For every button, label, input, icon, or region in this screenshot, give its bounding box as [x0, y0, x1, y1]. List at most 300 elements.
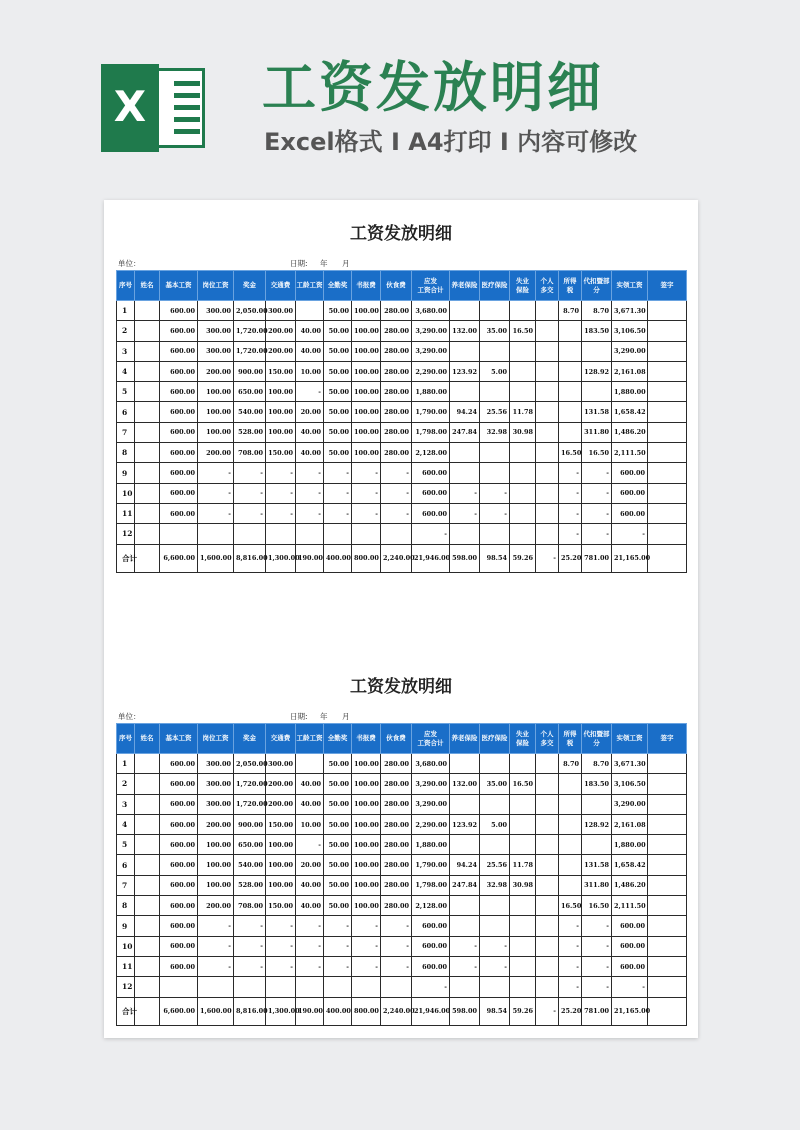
table-cell [559, 341, 582, 361]
salary-table [116, 270, 687, 573]
table-cell: 900.00 [234, 361, 266, 381]
table-cell: 32.98 [480, 875, 510, 895]
table-cell: 131.58 [582, 402, 612, 422]
table-cell: 16.50 [559, 896, 582, 916]
table-cell: 7 [117, 875, 135, 895]
table-cell: 600.00 [160, 835, 198, 855]
table-cell [135, 774, 160, 794]
table-cell: 300.00 [198, 794, 234, 814]
logo-letter: X [113, 82, 147, 131]
table-cell [648, 524, 687, 544]
table-cell: - [582, 503, 612, 523]
table-cell [135, 916, 160, 936]
unit-label: 单位： [118, 712, 141, 721]
table-cell: 280.00 [381, 443, 412, 463]
table-cell [450, 835, 480, 855]
table-cell: 128.92 [582, 361, 612, 381]
table-cell: - [381, 503, 412, 523]
column-header [582, 271, 612, 301]
table-cell [324, 524, 352, 544]
table-cell: 100.00 [198, 875, 234, 895]
table-cell: 40.00 [296, 443, 324, 463]
column-header [352, 724, 381, 754]
table-cell: 183.50 [582, 321, 612, 341]
table-cell [296, 524, 324, 544]
table-cell: - [234, 956, 266, 976]
column-header-label: 书报费 [356, 281, 376, 289]
column-header [198, 271, 234, 301]
total-cell: 400.00 [324, 997, 352, 1025]
column-header [510, 271, 536, 301]
table-cell [559, 361, 582, 381]
table-cell [450, 916, 480, 936]
table-cell: - [352, 483, 381, 503]
table-cell [198, 977, 234, 997]
date-label: 日期: [290, 259, 308, 268]
table-cell: - [234, 936, 266, 956]
table-cell: 123.92 [450, 361, 480, 381]
table-cell: 1,658.42 [612, 402, 648, 422]
table-cell: 100.00 [266, 855, 296, 875]
column-header [510, 724, 536, 754]
table-cell: 3,106.50 [612, 774, 648, 794]
table-cell [536, 794, 559, 814]
table-cell: 8.70 [559, 754, 582, 774]
table-cell: 100.00 [266, 422, 296, 442]
table-cell: 3,680.00 [412, 754, 450, 774]
table-cell: 600.00 [160, 301, 198, 321]
table-cell: 280.00 [381, 301, 412, 321]
table-cell: 100.00 [352, 774, 381, 794]
table-cell: 100.00 [352, 855, 381, 875]
table-cell: 1,798.00 [412, 422, 450, 442]
table-cell: 600.00 [160, 402, 198, 422]
column-header-label: 全勤奖 [327, 281, 348, 289]
table-cell: 280.00 [381, 855, 412, 875]
table-cell: - [266, 956, 296, 976]
table-cell [135, 422, 160, 442]
column-header [296, 724, 324, 754]
table-cell: 3,106.50 [612, 321, 648, 341]
table-row [117, 814, 687, 834]
table-cell: - [324, 483, 352, 503]
column-header-label: 实领工资 [616, 734, 643, 742]
table-cell: 600.00 [160, 794, 198, 814]
column-header [559, 724, 582, 754]
table-cell [536, 382, 559, 402]
total-cell: 2,240.00 [381, 544, 412, 572]
column-header [412, 724, 450, 754]
table-cell: 100.00 [352, 814, 381, 834]
table-cell: 30.98 [510, 422, 536, 442]
table-cell: - [559, 483, 582, 503]
table-cell: 8.70 [559, 301, 582, 321]
column-header-label: 多交 [540, 285, 554, 294]
table-cell: 3,290.00 [412, 774, 450, 794]
table-cell: 16.50 [582, 443, 612, 463]
excel-logo-icon [101, 64, 205, 152]
table-cell [234, 524, 266, 544]
table-cell: 100.00 [198, 855, 234, 875]
table-cell: - [450, 483, 480, 503]
table-cell: - [352, 956, 381, 976]
table-cell [648, 754, 687, 774]
table-cell: 50.00 [324, 361, 352, 381]
table-cell [381, 977, 412, 997]
table-cell: 32.98 [480, 422, 510, 442]
column-header-label: 伙食费 [386, 734, 406, 742]
table-cell: 50.00 [324, 301, 352, 321]
table-cell: - [324, 936, 352, 956]
table-cell [536, 956, 559, 976]
table-cell: 2,111.50 [612, 896, 648, 916]
table-cell: 2,161.08 [612, 814, 648, 834]
table-cell: - [582, 977, 612, 997]
column-header [612, 271, 648, 301]
table-cell: 16.50 [510, 321, 536, 341]
table-cell [450, 977, 480, 997]
column-header-label: 实领工资 [616, 281, 643, 289]
sheet-meta-row [116, 258, 686, 270]
table-cell: 200.00 [266, 321, 296, 341]
table-cell: 1 [117, 301, 135, 321]
table-cell: 200.00 [266, 794, 296, 814]
table-cell: 1,720.00 [234, 794, 266, 814]
table-cell [135, 483, 160, 503]
column-header-label: 多交 [540, 738, 554, 747]
table-cell: - [559, 936, 582, 956]
table-cell: 300.00 [266, 754, 296, 774]
table-cell: 3 [117, 794, 135, 814]
table-cell: 1,880.00 [412, 382, 450, 402]
total-cell: 598.00 [450, 544, 480, 572]
table-cell: 12 [117, 977, 135, 997]
table-cell: 100.00 [352, 301, 381, 321]
table-cell [648, 463, 687, 483]
table-cell: - [296, 382, 324, 402]
year-label: 年 [320, 712, 328, 721]
table-cell: 1,658.42 [612, 855, 648, 875]
total-cell: 2,240.00 [381, 997, 412, 1025]
column-header-label: 姓名 [140, 734, 154, 742]
table-cell: - [324, 503, 352, 523]
table-cell: 600.00 [160, 443, 198, 463]
table-cell: - [582, 524, 612, 544]
table-cell: - [381, 483, 412, 503]
total-cell: 21,946.00 [412, 997, 450, 1025]
column-header [352, 271, 381, 301]
table-cell: 528.00 [234, 875, 266, 895]
table-cell [352, 977, 381, 997]
table-cell: 300.00 [198, 321, 234, 341]
table-cell: 600.00 [612, 483, 648, 503]
table-cell: 600.00 [412, 916, 450, 936]
table-row [117, 463, 687, 483]
table-cell: 280.00 [381, 422, 412, 442]
table-row [117, 422, 687, 442]
table-cell: - [450, 936, 480, 956]
table-cell: - [324, 956, 352, 976]
table-cell [160, 977, 198, 997]
table-cell: 100.00 [266, 875, 296, 895]
table-cell [559, 855, 582, 875]
table-cell: - [198, 956, 234, 976]
column-header-label: 序号 [119, 734, 132, 742]
table-cell: 10.00 [296, 814, 324, 834]
table-cell [135, 341, 160, 361]
table-cell: 2,050.00 [234, 754, 266, 774]
document-page [104, 200, 698, 1038]
table-cell: 150.00 [266, 814, 296, 834]
total-row [117, 997, 687, 1025]
table-cell: 600.00 [412, 936, 450, 956]
table-cell: 50.00 [324, 754, 352, 774]
column-header [266, 271, 296, 301]
table-cell: 247.84 [450, 422, 480, 442]
column-header-label: 序号 [119, 281, 132, 289]
table-cell [135, 463, 160, 483]
table-cell: - [296, 956, 324, 976]
table-cell: 600.00 [412, 463, 450, 483]
table-cell: 600.00 [160, 896, 198, 916]
column-header [480, 271, 510, 301]
table-cell [266, 524, 296, 544]
table-cell: 100.00 [352, 341, 381, 361]
table-cell: 1,720.00 [234, 341, 266, 361]
table-cell: 150.00 [266, 443, 296, 463]
table-cell: 3,290.00 [612, 341, 648, 361]
column-header [234, 271, 266, 301]
table-cell [648, 382, 687, 402]
table-cell: 1,880.00 [612, 382, 648, 402]
table-cell [536, 875, 559, 895]
total-cell: 6,600.00 [160, 544, 198, 572]
table-cell: 7 [117, 422, 135, 442]
table-cell: - [559, 916, 582, 936]
table-cell [536, 977, 559, 997]
table-cell [536, 341, 559, 361]
table-cell [480, 382, 510, 402]
table-cell: 94.24 [450, 402, 480, 422]
table-cell: 3,671.30 [612, 754, 648, 774]
table-cell [582, 835, 612, 855]
table-cell: 100.00 [266, 382, 296, 402]
table-cell: 100.00 [266, 402, 296, 422]
table-cell [480, 443, 510, 463]
table-cell: 2,050.00 [234, 301, 266, 321]
table-cell: 300.00 [198, 774, 234, 794]
table-cell: 16.50 [510, 774, 536, 794]
column-header-label: 保险 [516, 738, 529, 747]
table-cell: 528.00 [234, 422, 266, 442]
column-header-label: 保险 [516, 285, 529, 294]
table-cell [510, 814, 536, 834]
table-cell: 25.56 [480, 402, 510, 422]
table-cell [536, 503, 559, 523]
table-cell [234, 977, 266, 997]
total-cell: 1,600.00 [198, 544, 234, 572]
banner [0, 0, 800, 190]
table-cell: - [352, 463, 381, 483]
column-header-label: 交通费 [270, 734, 291, 742]
table-cell [510, 835, 536, 855]
column-header [648, 271, 687, 301]
table-cell: 8.70 [582, 754, 612, 774]
table-row [117, 896, 687, 916]
table-cell [559, 875, 582, 895]
total-cell: - [536, 544, 559, 572]
table-cell [450, 341, 480, 361]
table-cell [381, 524, 412, 544]
total-cell [648, 997, 687, 1025]
table-cell: 280.00 [381, 835, 412, 855]
salary-table [116, 723, 687, 1026]
table-cell [648, 794, 687, 814]
column-header-label: 岗位工资 [202, 281, 229, 289]
table-cell: - [381, 463, 412, 483]
table-cell: 100.00 [198, 382, 234, 402]
column-header-label: 代扣暨部分 [583, 276, 610, 294]
total-cell: 8,816.00 [234, 997, 266, 1025]
table-cell [135, 936, 160, 956]
table-cell [450, 382, 480, 402]
table-cell: - [198, 483, 234, 503]
total-row [117, 544, 687, 572]
total-cell: 800.00 [352, 997, 381, 1025]
table-cell: 600.00 [160, 855, 198, 875]
table-cell: 3,680.00 [412, 301, 450, 321]
table-cell [536, 855, 559, 875]
column-header [296, 271, 324, 301]
table-cell [450, 463, 480, 483]
table-cell: 280.00 [381, 341, 412, 361]
table-cell [266, 977, 296, 997]
column-header-label: 医疗保险 [481, 281, 508, 289]
table-cell [510, 382, 536, 402]
table-cell [296, 977, 324, 997]
table-cell: 708.00 [234, 443, 266, 463]
table-cell [135, 814, 160, 834]
table-cell: 280.00 [381, 402, 412, 422]
column-header-label: 全勤奖 [327, 734, 348, 742]
table-cell: - [324, 463, 352, 483]
table-cell: 40.00 [296, 875, 324, 895]
table-cell: 100.00 [352, 402, 381, 422]
table-cell: - [582, 916, 612, 936]
table-cell: 600.00 [612, 936, 648, 956]
table-cell: 280.00 [381, 361, 412, 381]
table-cell [536, 321, 559, 341]
table-cell [135, 896, 160, 916]
column-header-label: 基本工资 [165, 734, 192, 742]
table-cell: 600.00 [160, 321, 198, 341]
total-cell: 59.26 [510, 997, 536, 1025]
table-cell: 3,290.00 [412, 794, 450, 814]
table-cell: - [296, 835, 324, 855]
table-cell [450, 896, 480, 916]
column-header-label: 个人 [540, 276, 554, 285]
table-cell: - [582, 956, 612, 976]
table-cell: 35.00 [480, 321, 510, 341]
table-cell: - [324, 916, 352, 936]
table-cell: 3,290.00 [612, 794, 648, 814]
table-cell: 247.84 [450, 875, 480, 895]
table-cell: 40.00 [296, 321, 324, 341]
table-row [117, 774, 687, 794]
table-cell: 5.00 [480, 814, 510, 834]
table-cell [352, 524, 381, 544]
table-cell: 3,290.00 [412, 321, 450, 341]
table-cell: - [480, 503, 510, 523]
table-cell: - [612, 524, 648, 544]
table-cell: - [266, 463, 296, 483]
column-header [412, 271, 450, 301]
table-cell [559, 774, 582, 794]
total-cell: 1,300.00 [266, 544, 296, 572]
table-row [117, 754, 687, 774]
table-cell [135, 524, 160, 544]
table-cell: 650.00 [234, 382, 266, 402]
table-cell: 4 [117, 361, 135, 381]
table-cell: - [198, 463, 234, 483]
table-cell [648, 503, 687, 523]
table-row [117, 341, 687, 361]
column-header [234, 724, 266, 754]
table-cell: - [266, 936, 296, 956]
table-cell: - [352, 936, 381, 956]
table-cell: 600.00 [160, 875, 198, 895]
table-cell [510, 524, 536, 544]
table-cell [582, 382, 612, 402]
table-cell: 2,161.08 [612, 361, 648, 381]
table-cell: - [296, 503, 324, 523]
month-label: 月 [342, 712, 350, 721]
total-cell: - [536, 997, 559, 1025]
table-cell [536, 524, 559, 544]
date-label: 日期: [290, 712, 308, 721]
table-cell: 311.80 [582, 875, 612, 895]
table-cell: - [352, 503, 381, 523]
column-header-label: 应发 [424, 729, 437, 738]
column-header-label: 代扣暨部分 [583, 729, 610, 747]
table-cell [324, 977, 352, 997]
table-cell [135, 855, 160, 875]
table-cell: - [559, 956, 582, 976]
column-header [582, 724, 612, 754]
table-cell: 708.00 [234, 896, 266, 916]
column-header-label: 税 [566, 285, 574, 294]
total-cell: 21,946.00 [412, 544, 450, 572]
table-cell: 11.78 [510, 402, 536, 422]
table-cell: 6 [117, 402, 135, 422]
table-cell [510, 916, 536, 936]
table-cell: 600.00 [160, 754, 198, 774]
table-cell: 5 [117, 835, 135, 855]
table-cell: 100.00 [352, 361, 381, 381]
table-cell: 50.00 [324, 835, 352, 855]
table-cell [450, 301, 480, 321]
table-cell: 300.00 [198, 301, 234, 321]
table-cell [135, 835, 160, 855]
table-cell [135, 361, 160, 381]
table-cell [536, 896, 559, 916]
table-cell [648, 875, 687, 895]
table-cell: 1,720.00 [234, 774, 266, 794]
table-cell: 600.00 [412, 956, 450, 976]
table-cell [648, 977, 687, 997]
table-cell: 10 [117, 483, 135, 503]
table-cell [536, 916, 559, 936]
